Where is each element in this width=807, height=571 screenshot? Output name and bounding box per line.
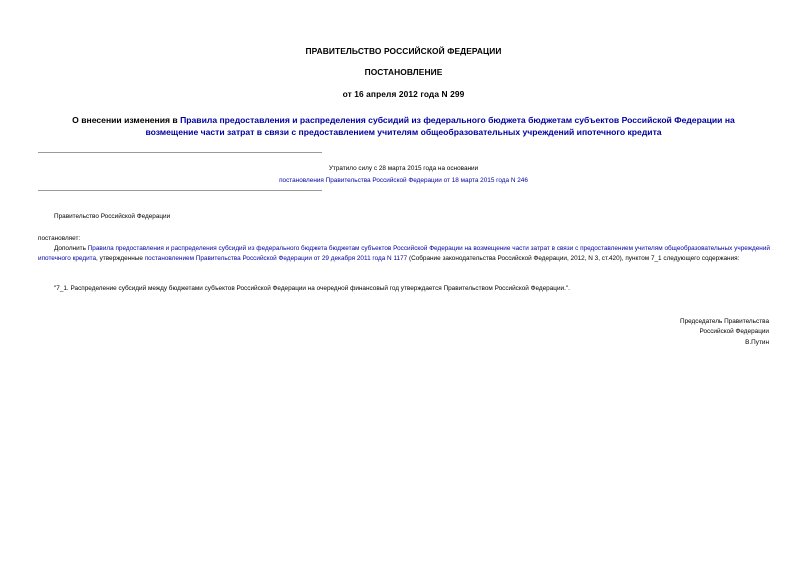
lost-force-basis-link[interactable]: постановления Правительства Российской Федерации от 18 марта 2015 года N 246: [279, 177, 528, 184]
signature-title1: Председатель Правительства: [680, 318, 769, 325]
rules-link[interactable]: Правила предоставления и распределения субсидий из федерального бюджета бюджетам субъектов Российской Федерации на возмещение части затрат в связи с предоставлением учителям общеобразовательных учреждений ипотечного кредита: [38, 245, 770, 263]
signature-block: [569, 317, 769, 348]
header-government: ПРАВИТЕЛЬСТВО РОССИЙСКОЙ ФЕДЕРАЦИИ: [305, 46, 502, 56]
lost-force-text: Утратило силу с 28 марта 2015 года на основании: [328, 165, 479, 172]
signature-name: В.Путин: [745, 338, 769, 346]
signature-title2: Российской Федерации: [699, 328, 769, 336]
tail-text: (Собрание законодательства Российской Федерации, 2012, N 3, ст.420), пунктом 7_1 следующего содержания:: [407, 255, 740, 263]
intro-title: [48, 114, 759, 138]
government-line: Правительство Российской Федерации: [54, 213, 171, 220]
decree-link[interactable]: постановлением Правительства Российской Федерации от 29 декабря 2011 года N 1177: [144, 255, 408, 263]
approved-text: , утвержденные: [96, 255, 145, 263]
quote-paragraph: "7_1. Распределение субсидий между бюджетами субъектов Российской Федерации на очередной финансовый год утверждается Правительством Российской Федерации.".: [54, 285, 570, 292]
divider-bottom: [38, 190, 322, 191]
intro-prefix: О внесении изменения в: [72, 115, 181, 125]
divider-top: [38, 152, 322, 153]
header-date-number: от 16 апреля 2012 года N 299: [342, 89, 465, 99]
body-paragraph: [38, 244, 770, 264]
header-doc-type: ПОСТАНОВЛЕНИЕ: [364, 67, 443, 77]
intro-rules-link[interactable]: Правила предоставления и распределения субсидий из федерального бюджета бюджетам субъектов Российской Федерации на возмещение части затрат в связи с предоставлением учителям общеобразовательных учреждений ипотечного кредита: [145, 115, 735, 137]
add-word: Дополнить: [54, 245, 88, 252]
resolves-line: постановляет:: [38, 235, 81, 242]
